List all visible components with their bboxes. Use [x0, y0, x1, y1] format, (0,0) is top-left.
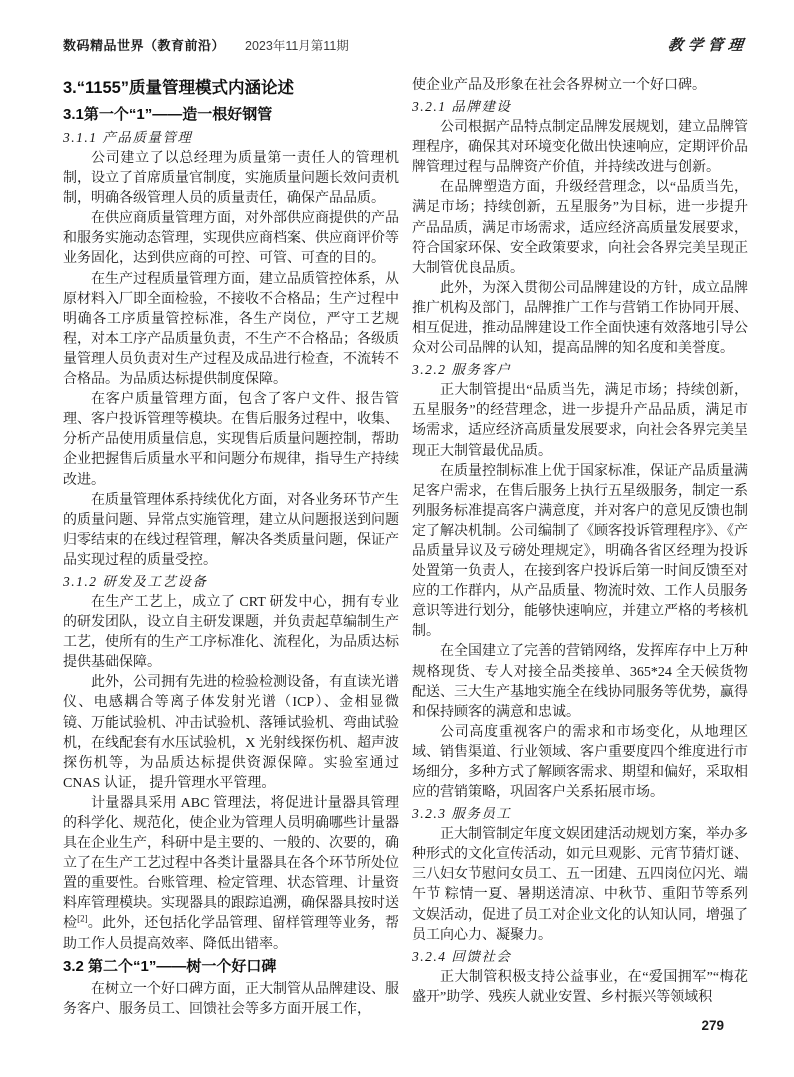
subsubsection-heading: 3.2.1 品牌建设 [412, 99, 512, 115]
citation-marker: [2] [77, 913, 88, 924]
page-number: 279 [701, 1018, 724, 1033]
subsection-heading: 3.2 第二个“1”——树一个好口碑 [63, 957, 277, 975]
paragraph: 在全国建立了完善的营销网络，发挥库存中上万种规格现货、专人对接全品类接单、365*24 全天候货物配送、三大生产基地实施全在线协同服务等优势，赢得和保持顾客的满意和忠诚。 [412, 644, 748, 720]
section-label: 教学管理 [666, 36, 749, 54]
journal-issue: 2023年11月第11期 [245, 39, 349, 53]
paragraph: 正大制管积极支持公益事业，在“爱国拥军”“梅花盛开”助学、残疾人就业安置、乡村振兴等领域积 [412, 969, 748, 1005]
paragraph: 公司根据产品特点制定品牌发展规划，建立品牌管理程序，确保其对环境变化做出快速响应，定期评价品牌管理过程与品牌资产价值，并持续改进与创新。 [412, 120, 748, 176]
article-body [63, 76, 748, 1020]
paragraph: 正大制管提出“品质当先，满足市场；持续创新，五星服务”的经营理念，进一步提升产品品质，满足市场需求，适应经济高质量发展要求，向社会各界完美呈现正大制管最优品质。 [412, 383, 748, 459]
paragraph: 在客户质量管理方面，包含了客户文件、报告管理、客户投诉管理等模块。在售后服务过程中，收集、分析产品使用质量信息，实现售后质量问题控制，帮助企业把握售后质量水平和问题分布规律，指导生产持续改进。 [63, 392, 399, 488]
subsubsection-heading: 3.2.2 服务客户 [412, 362, 512, 378]
subsubsection-heading: 3.2.4 回馈社会 [412, 948, 512, 964]
paragraph: 在品牌塑造方面，升级经营理念，以“品质当先，满足市场；持续创新，五星服务”为目标，进一步提升产品品质，满足市场需求，适应经济高质量发展要求，符合国家环保、安全政策要求，向社会各界完美呈现正大制管优良品质。 [412, 180, 748, 276]
paragraph: 在树立一个好口碑方面，正大制管从品牌建设、服务客户、服务员工、回馈社会等多方面开展工作， [63, 981, 399, 1017]
paragraph: 在质量控制标准上优于国家标准，保证产品质量满足客户需求，在售后服务上执行五星级服务，制定一系列服务标准提高客户满意度，并对客户的意见反馈也制定了解决机制。公司编制了《顾客投诉管理程序》、《产品质量异议及亏磅处理规定》，明确各省区经理为投诉处置第一负责人，在接到客户投诉后第一时间反馈至对应的工作群内，从产品质量、物流时效、工作人员服务意识等进行划分，能够快速响应，并建立严格的考核机制。 [412, 463, 748, 640]
left-column [63, 76, 399, 1020]
paragraph-with-citation [63, 794, 399, 955]
journal-title: 数码精品世界（教育前沿） [63, 38, 226, 53]
section-heading: 3.“1155”质量管理模式内涵论述 [63, 79, 295, 97]
paragraph: 公司高度重视客户的需求和市场变化，从地理区域、销售渠道、行业领域、客户重要度四个维度进行市场细分，多种方式了解顾客需求、期望和偏好，采取相应的营销策略，巩固客户关系拓展市场。 [412, 724, 748, 801]
paragraph: 正大制管制定年度文娱团建活动规划方案，举办多种形式的文化宣传活动，如元旦观影、元宵节猜灯谜、三八妇女节慰问女员工、五一团建、五四岗位闪光、端午节 粽情一夏、暑期送清凉、中秋节、重阳节等系列文娱活动，促进了员工对企业文化的认知认同，增强了员工向心力、凝聚力。 [412, 827, 748, 943]
paragraph: 在生产过程质量管理方面，建立品质管控体系，从原材料入厂即全面检验，不接收不合格品；生产过程中明确各工序质量管控标准，各生产岗位，严守工艺规程，对本工序产品质量负责，不生产不合格品；各级质量管理人员负责对生产过程及成品进行检查，不流转不合格品。为品质达标提供制度保障。 [63, 271, 399, 388]
subsubsection-heading: 3.2.3 服务员工 [412, 806, 512, 822]
paragraph-text: 计量器具采用 ABC 管理法，将促进计量器具管理的科学化、规范化，使企业为管理人员明确哪些计量器具在企业生产，科研中是主要的、一般的、次要的，确立了在生产工艺过程中各类计量器具在各个环节所处位置的重要性。台账管理、检定管理、状态管理、计量资料库管理模块。实现器具的跟踪追溯，确保器具按时送检 [63, 795, 399, 932]
paragraph: 在生产工艺上，成立了 CRT 研发中心，拥有专业的研发团队，设立自主研发课题，并负责起草编制生产工艺，使所有的生产工序标准化、流程化，为品质达标提供基础保障。 [63, 594, 399, 671]
right-column [412, 76, 748, 1020]
page-header [63, 34, 748, 55]
paragraph: 公司建立了以总经理为质量第一责任人的管理机制，设立了首席质量官制度，实施质量问题长效问责机制，明确各级管理人员的质量责任，确保产品品质。 [63, 151, 399, 207]
subsubsection-heading: 3.1.2 研发及工艺设备 [63, 573, 208, 589]
paragraph: 此外，公司拥有先进的检验检测设备，有直读光谱仪、电感耦合等离子体发射光谱（ICP）、金相显微镜、万能试验机、冲击试验机、落锤试验机、弯曲试验机，在线配套有水压试验机，X 光射线探伤机、超声波探伤机等，为品质达标提供资源保障。实验室通过 CNAS 认证， 提升管理水平管理。 [63, 675, 399, 791]
paragraph: 在供应商质量管理方面，对外部供应商提供的产品和服务实施动态管理，实现供应商档案、供应商评价等业务固化，达到供应商的可控、可管、可查的目的。 [63, 211, 399, 267]
paragraph: 在质量管理体系持续优化方面，对各业务环节产生的质量问题、异常点实施管理，建立从问题报送到问题归零结束的在线过程管理，解决各类质量问题，保证产品实现过程的质量受控。 [63, 492, 399, 568]
paragraph: 此外，为深入贯彻公司品牌建设的方针，成立品牌推广机构及部门，品牌推广工作与营销工作协同开展、相互促进，推动品牌建设工作全面快速有效落地引导公众对公司品牌的认知，提高品牌的知名度和美誉度。 [412, 280, 748, 357]
subsection-heading: 3.1第一个“1”——造一根好钢管 [63, 106, 273, 123]
subsubsection-heading: 3.1.1 产品质量管理 [63, 130, 193, 145]
paragraph-continuation: 使企业产品及形象在社会各界树立一个好口碑。 [412, 78, 706, 93]
journal-info [63, 35, 349, 55]
paragraph-text: 。此外，还包括化学品管理、留样管理等业务，帮助工作人员提高效率、降低出错率。 [63, 916, 400, 952]
